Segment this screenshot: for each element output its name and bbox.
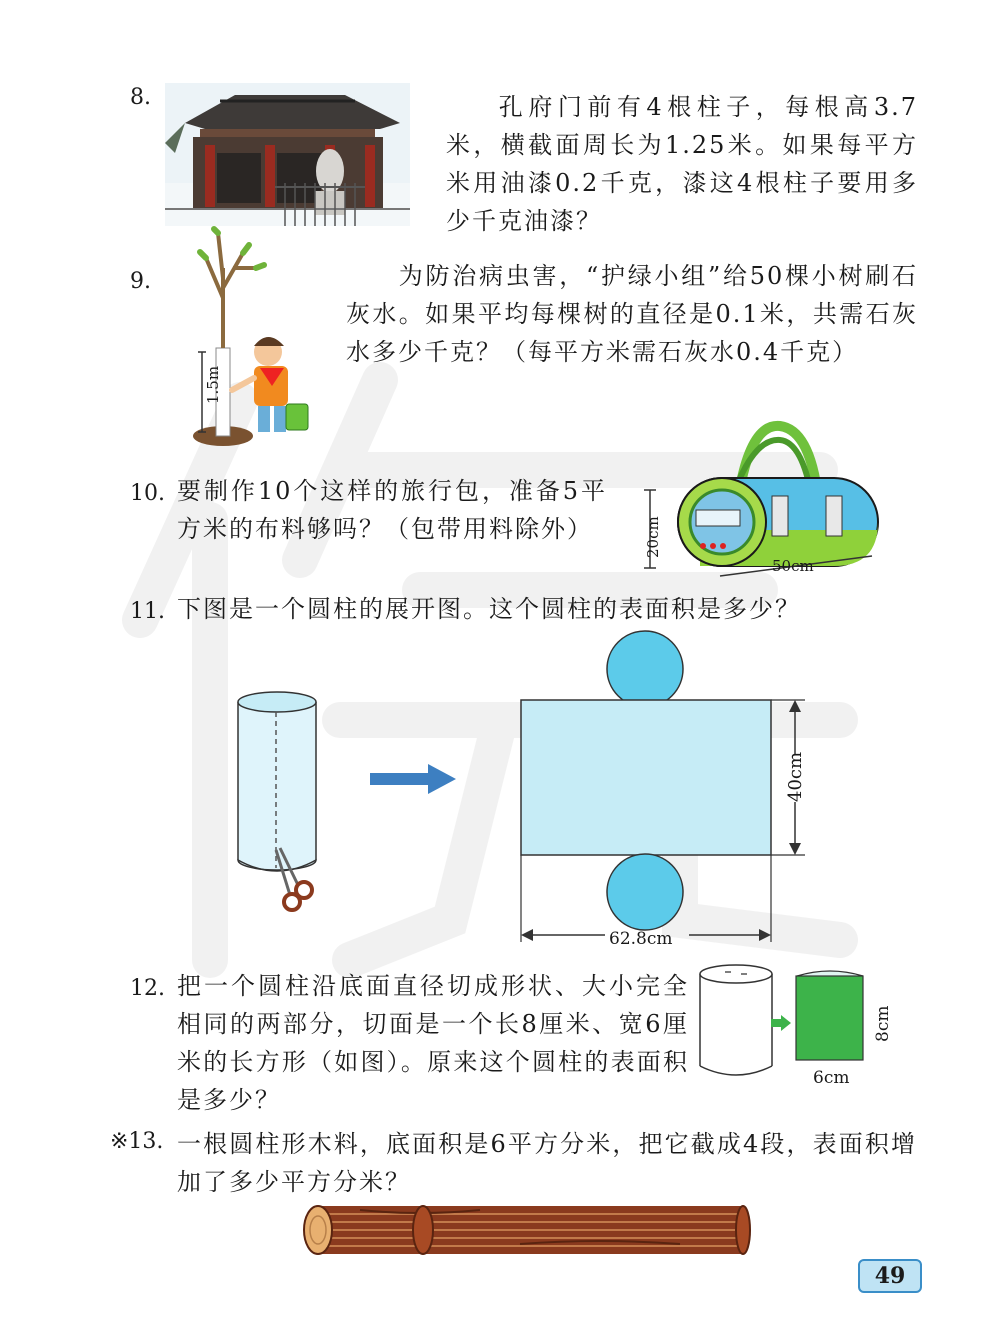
bag-height-label: 20cm xyxy=(644,516,662,558)
problem-8-text: 孔府门前有4根柱子，每根高3.7米，横截面周长为1.25米。如果每平方米用油漆0.2千克，漆这4根柱子要用多少千克油漆？ xyxy=(446,93,918,235)
problem-8-photo-temple xyxy=(165,83,410,226)
problem-10-illustration-travel-bag xyxy=(640,418,910,583)
problem-11-net-diagram xyxy=(505,630,825,950)
problem-10-number: 10. xyxy=(130,481,165,506)
problem-11-arrow xyxy=(370,764,456,794)
problem-10-text: 要制作10个这样的旅行包，准备5平方米的布料够吗？（包带用料除外） xyxy=(177,477,607,543)
problem-11-text: 下图是一个圆柱的展开图。这个圆柱的表面积是多少？ xyxy=(177,595,801,623)
bag-length-label: 50cm xyxy=(772,557,814,575)
cut-height-label: 8cm xyxy=(873,1005,893,1042)
page-number-badge: 49 xyxy=(858,1259,922,1293)
net-height-label: 40cm xyxy=(785,751,806,802)
net-width-label: 62.8cm xyxy=(609,929,673,949)
problem-11-number: 11. xyxy=(130,599,165,624)
problem-13-wooden-log xyxy=(300,1200,750,1260)
problem-13-number: ※13. xyxy=(110,1129,164,1154)
tree-height-label: 1.5m xyxy=(204,365,222,404)
problem-13-text: 一根圆柱形木料，底面积是6平方分米，把它截成4段，表面积增加了多少平方分米？ xyxy=(177,1130,917,1196)
problem-12-text: 把一个圆柱沿底面直径切成形状、大小完全相同的两部分，切面是一个长8厘米、宽6厘米的长方形（如图）。原来这个圆柱的表面积是多少？ xyxy=(177,972,689,1114)
problem-12-cylinder-and-cut-face xyxy=(695,962,910,1092)
cut-width-label: 6cm xyxy=(813,1068,850,1088)
problem-8-number: 8. xyxy=(130,85,151,110)
problem-11-cylinder-with-scissors xyxy=(232,690,322,920)
problem-9-text: 为防治病虫害，“护绿小组”给50棵小树刷石灰水。如果平均每棵树的直径是0.1米，共需石灰水多少千克？（每平方米需石灰水0.4千克） xyxy=(346,262,918,366)
problem-12-number: 12. xyxy=(130,976,165,1001)
problem-9-illustration-tree-boy xyxy=(188,228,338,450)
problem-9-number: 9. xyxy=(130,269,151,294)
